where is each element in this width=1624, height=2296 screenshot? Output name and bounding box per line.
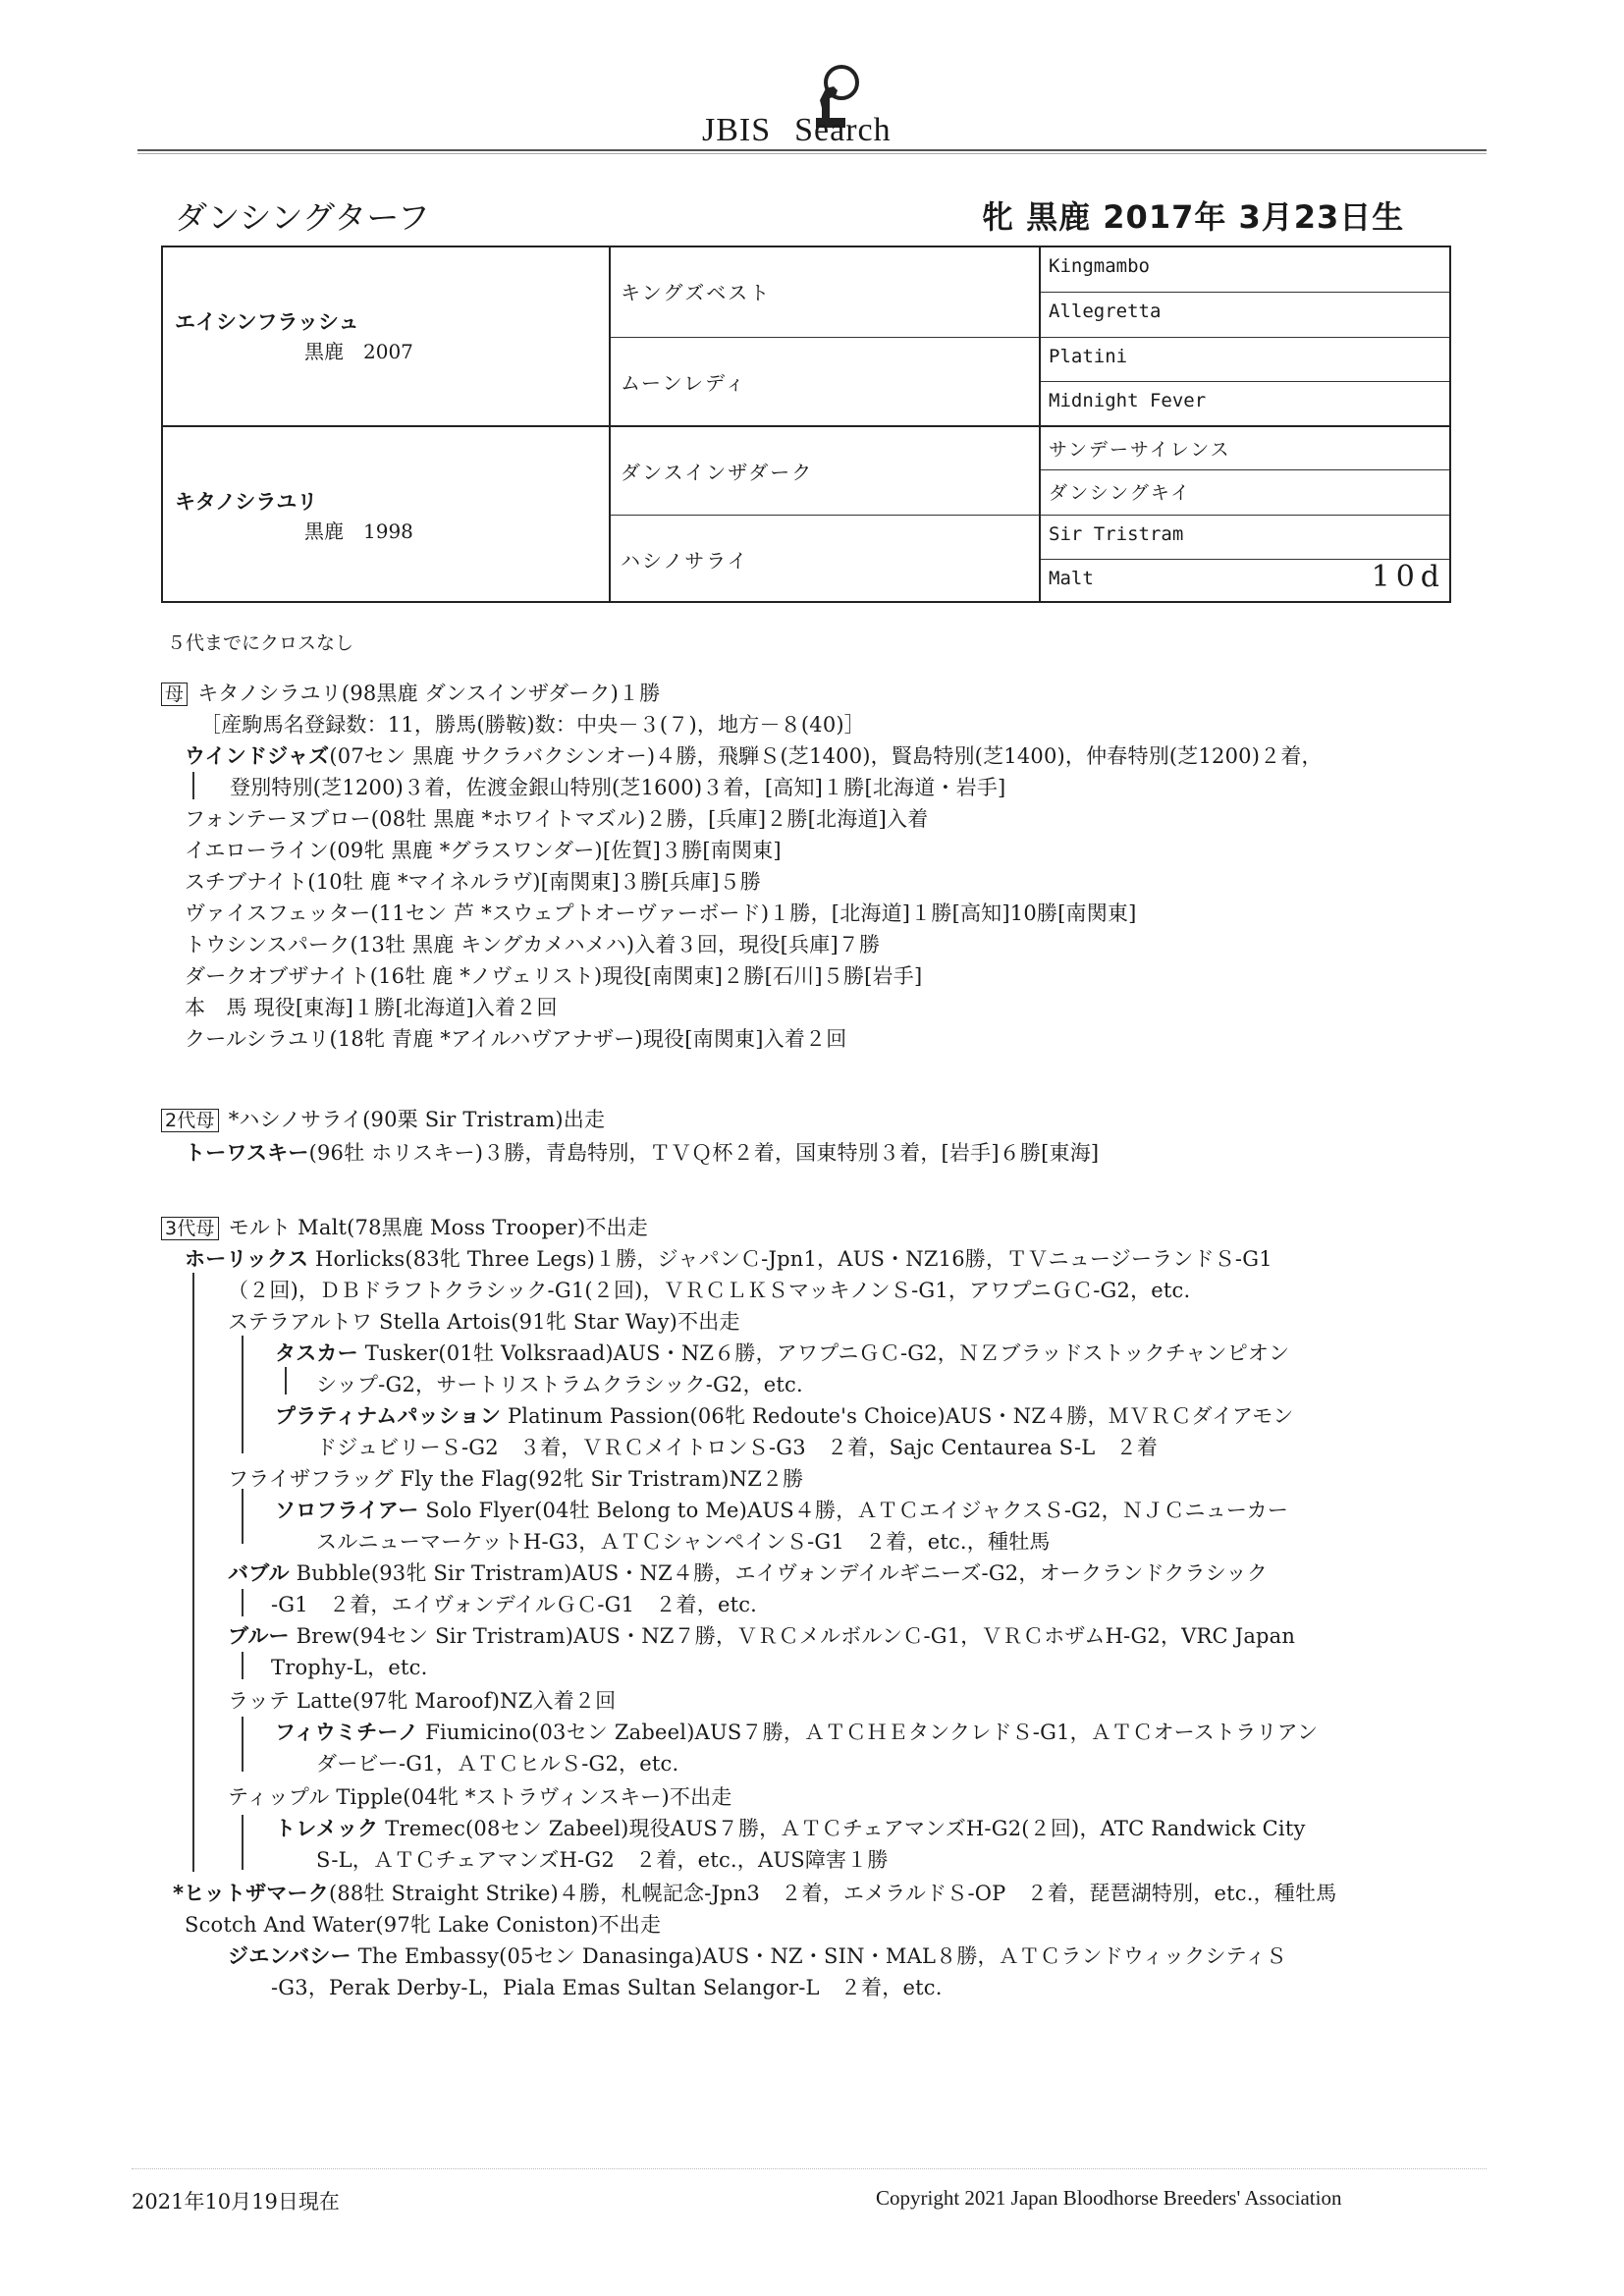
offspring-record: Fiumicino(03セン Zabeel)AUS７勝，ＡＴＣＨＥタンクレドＳ-G1，ＡＴＣオーストラリアン bbox=[418, 1721, 1319, 1744]
sire-color-year: 黒鹿 2007 bbox=[304, 340, 413, 363]
grandparent-cell bbox=[611, 515, 1039, 604]
great-grandparent-cell bbox=[1041, 425, 1449, 469]
as-of-date: 2021年10月19日現在 bbox=[132, 2190, 340, 2214]
great-grandparent-cell bbox=[1041, 469, 1449, 514]
offspring-name: *ヒットザマーク bbox=[173, 1882, 329, 1905]
branch-bar bbox=[242, 1717, 244, 1772]
third-dam-row: ドジュビリーＳ-G2 ３着，ＶＲＣメイトロンＳ-G3 ２着，Sajc Centaurea S-L ２着 bbox=[316, 1436, 1159, 1459]
third-dam-row bbox=[275, 1338, 1289, 1367]
third-dam-row: （２回)，ＤＢドラフトクラシック-G1(２回)，ＶＲＣＬＫＳマッキノンＳ-G1，アワプニＧＣ-G2，etc. bbox=[228, 1279, 1191, 1302]
branch-bar bbox=[242, 1336, 244, 1453]
great-grandparent-cell bbox=[1041, 381, 1449, 425]
grandparent-name: ハシノサライ bbox=[621, 548, 749, 573]
offspring-name: バブル bbox=[228, 1561, 290, 1585]
pedigree-col-grandparents bbox=[611, 247, 1041, 601]
family-number: 10d bbox=[1371, 559, 1445, 594]
branch-bar bbox=[242, 1489, 244, 1544]
header-rule-thin bbox=[137, 153, 1487, 154]
dam-offspring-row: クールシラユリ(18牝 青鹿 *アイルハヴアナザー)現役[南関東]入着２回 bbox=[185, 1027, 847, 1051]
third-dam-row bbox=[275, 1813, 1306, 1842]
great-grandparent-cell bbox=[1041, 247, 1449, 292]
offspring-name: プラティナムパッション bbox=[275, 1404, 502, 1428]
dam-offspring-row: イエローライン(09牝 黒鹿 *グラスワンダー)[佐賀]３勝[南関東] bbox=[185, 839, 782, 862]
logo-jbis: JBIS bbox=[702, 112, 772, 148]
offspring-record: The Embassy(05セン Danasinga)AUS・NZ・SIN・MAL８勝，ＡＴＣランドウィックシティＳ bbox=[351, 1944, 1287, 1968]
branch-bar bbox=[242, 1589, 244, 1616]
offspring-record: Tremec(08セン Zabeel)現役AUS７勝，ＡＴＣチェアマンズH-G2(２回)，ATC Randwick City bbox=[378, 1817, 1306, 1840]
offspring-name: フィウミチーノ bbox=[275, 1721, 419, 1744]
third-dam-row: S-L，ＡＴＣチェアマンズH-G2 ２着，etc.，AUS障害１勝 bbox=[316, 1848, 889, 1872]
second-dam-heading bbox=[161, 1104, 605, 1133]
dam-offspring-row: 本 馬 現役[東海]１勝[北海道]入着２回 bbox=[185, 996, 558, 1019]
third-dam-row: -G3，Perak Derby-L，Piala Emas Sultan Selangor-L ２着，etc. bbox=[271, 1976, 943, 1999]
third-dam-heading bbox=[161, 1212, 648, 1241]
branch-bar bbox=[285, 1367, 287, 1394]
pedigree-col-great-grandparents bbox=[1041, 247, 1449, 601]
grandparent-cell bbox=[611, 425, 1039, 515]
sire-cell bbox=[163, 247, 609, 425]
great-grandparent-name: Malt bbox=[1049, 567, 1094, 589]
branch-bar bbox=[242, 1815, 244, 1870]
great-grandparent-name: Midnight Fever bbox=[1049, 389, 1207, 411]
grandparent-name: ムーンレディ bbox=[621, 370, 747, 395]
great-grandparent-name: Kingmambo bbox=[1049, 255, 1150, 277]
offspring-record: Tusker(01牡 Volksraad)AUS・NZ６勝，アワプニＧＣ-G2，ＮＺブラッドストックチャンピオン bbox=[357, 1341, 1290, 1365]
second-dam-offspring-row bbox=[185, 1137, 1099, 1167]
offspring-record: Platinum Passion(06牝 Redoute's Choice)AUS・NZ４勝，ＭＶＲＣダイアモン bbox=[501, 1404, 1294, 1428]
offspring-name: ジエンバシー bbox=[228, 1944, 352, 1968]
header-rule bbox=[137, 149, 1487, 151]
third-dam-row bbox=[228, 1941, 1287, 1970]
great-grandparent-name: サンデーサイレンス bbox=[1049, 439, 1231, 461]
great-grandparent-name: Platini bbox=[1049, 345, 1128, 367]
third-dam-row bbox=[185, 1243, 1272, 1273]
great-grandparent-name: Allegretta bbox=[1049, 301, 1162, 323]
third-dam-label: 3代母 bbox=[161, 1217, 219, 1240]
offspring-name: トーワスキー bbox=[185, 1141, 309, 1165]
logo-search: Search bbox=[794, 112, 892, 148]
offspring-record: (07セン 黒鹿 サクラバクシンオー)４勝，飛騨Ｓ(芝1400)，賢島特別(芝1400)，仲春特別(芝1200)２着， bbox=[329, 744, 1323, 768]
offspring-record: Solo Flyer(04牡 Belong to Me)AUS４勝，ＡＴＣエイジャクスＳ-G2，ＮＪＣニューカー bbox=[418, 1499, 1289, 1522]
third-dam-line: モルト Malt(78黒鹿 Moss Trooper)不出走 bbox=[228, 1216, 648, 1239]
third-dam-row: スルニューマーケットH-G3，ＡＴＣシャンペインＳ-G1 ２着，etc.，種牡馬 bbox=[316, 1530, 1051, 1554]
grandparent-cell bbox=[611, 337, 1039, 426]
horse-name: ダンシングターフ bbox=[175, 198, 430, 237]
offspring-record: (96牡 ホリスキー)３勝，青島特別，ＴＶＱ杯２着，国東特別３着，[岩手]６勝[東海] bbox=[308, 1141, 1100, 1165]
third-dam-row bbox=[275, 1400, 1294, 1430]
grandparent-cell bbox=[611, 247, 1039, 337]
great-grandparent-cell bbox=[1041, 337, 1449, 381]
grandparent-name: ダンスインザダーク bbox=[621, 461, 814, 484]
dam-offspring-row: スチブナイト(10牡 鹿 *マイネルラヴ)[南関東]３勝[兵庫]５勝 bbox=[185, 870, 762, 894]
great-grandparent-cell bbox=[1041, 515, 1449, 559]
dam-offspring-row: トウシンスパーク(13牡 黒鹿 キングカメハメハ)入着３回，現役[兵庫]７勝 bbox=[185, 933, 881, 957]
dam-stats: ［産駒馬名登録数：11，勝馬(勝鞍)数：中央－３(７)，地方－８(40)］ bbox=[200, 713, 865, 737]
branch-bar bbox=[242, 1652, 244, 1679]
dam-offspring-row: 登別特別(芝1200)３着，佐渡金銀山特別(芝1600)３着，[高知]１勝[北海道・岩手] bbox=[230, 776, 1006, 799]
dam-color-year: 黒鹿 1998 bbox=[304, 519, 413, 543]
logo-text bbox=[702, 112, 892, 149]
third-dam-row: Scotch And Water(97牝 Lake Coniston)不出走 bbox=[185, 1913, 662, 1937]
third-dam-row bbox=[173, 1878, 1336, 1907]
third-dam-row: -G1 ２着，エイヴォンデイルＧＣ-G1 ２着，etc. bbox=[271, 1593, 758, 1616]
dam-label: 母 bbox=[161, 683, 188, 706]
second-dam-line: *ハシノサライ(90栗 Sir Tristram)出走 bbox=[228, 1108, 606, 1131]
third-dam-row bbox=[275, 1495, 1288, 1524]
third-dam-row: ダービー-G1，ＡＴＣヒルＳ-G2，etc. bbox=[316, 1752, 679, 1776]
dam-offspring-row: フォンテーヌブロー(08牡 黒鹿 *ホワイトマズル)２勝，[兵庫]２勝[北海道]入着 bbox=[185, 807, 929, 831]
offspring-name: タスカー bbox=[275, 1341, 358, 1365]
inbreeding-note: ５代までにクロスなし bbox=[167, 632, 354, 654]
horse-info: 牝 黒鹿 2017年 3月23日生 bbox=[982, 198, 1405, 236]
continuation-bar bbox=[192, 772, 194, 799]
offspring-name: ソロフライアー bbox=[275, 1499, 419, 1522]
third-dam-row: シップ-G2，サートリストラムクラシック-G2，etc. bbox=[316, 1373, 803, 1396]
third-dam-row: ステラアルトワ Stella Artois(91牝 Star Way)不出走 bbox=[228, 1310, 740, 1334]
third-dam-row bbox=[228, 1558, 1268, 1587]
offspring-record: (88牡 Straight Strike)４勝，札幌記念-Jpn3 ２着，エメラルドＳ-OP ２着，琵琶湖特別，etc.，種牡馬 bbox=[328, 1882, 1337, 1905]
jbis-search-logo bbox=[702, 61, 957, 149]
offspring-name: ウインドジャズ bbox=[185, 744, 330, 768]
third-dam-row: Trophy-L，etc. bbox=[271, 1656, 428, 1679]
great-grandparent-name: ダンシングキイ bbox=[1049, 482, 1192, 505]
dam-offspring-row: ヴァイスフェッター(11セン 芦 *スウェプトオーヴァーボード)１勝，[北海道]１勝[高知]10勝[南関東] bbox=[185, 902, 1137, 925]
third-dam-row: ラッテ Latte(97牝 Maroof)NZ入着２回 bbox=[228, 1689, 617, 1713]
third-dam-row bbox=[228, 1620, 1295, 1650]
pedigree-table bbox=[161, 246, 1451, 603]
great-grandparent-cell bbox=[1041, 292, 1449, 336]
dam-line: キタノシラユリ(98黒鹿 ダンスインザダーク)１勝 bbox=[197, 682, 661, 705]
great-grandparent-name: Sir Tristram bbox=[1049, 522, 1184, 545]
offspring-record: Brew(94セン Sir Tristram)AUS・NZ７勝，ＶＲＣメルボルンＣ-G1，ＶＲＣホザムH-G2，VRC Japan bbox=[289, 1624, 1296, 1648]
offspring-name: ホーリックス bbox=[185, 1247, 309, 1271]
offspring-record: Horlicks(83牝 Three Legs)１勝，ジャパンＣ-Jpn1，AUS・NZ16勝，ＴＶニュージーランドＳ-G1 bbox=[308, 1247, 1272, 1271]
great-grandparent-cell bbox=[1041, 559, 1449, 603]
sire-name: エイシンフラッシュ bbox=[175, 310, 359, 334]
offspring-record: Bubble(93牝 Sir Tristram)AUS・NZ４勝，エイヴォンデイルギニーズ-G2，オークランドクラシック bbox=[289, 1561, 1268, 1585]
grandparent-name: キングズベスト bbox=[621, 281, 772, 304]
dam-cell bbox=[163, 425, 609, 603]
offspring-name: トレメック bbox=[275, 1817, 379, 1840]
dam-offspring-row bbox=[185, 740, 1323, 770]
dam-heading bbox=[161, 678, 660, 707]
offspring-name: ブルー bbox=[228, 1624, 290, 1648]
copyright: Copyright 2021 Japan Bloodhorse Breeders' Association bbox=[876, 2186, 1342, 2210]
third-dam-row: ティップル Tipple(04牝 *ストラヴィンスキー)不出走 bbox=[228, 1785, 732, 1809]
dam-name: キタノシラユリ bbox=[175, 490, 318, 514]
footer-rule bbox=[132, 2168, 1487, 2169]
dam-offspring-row: ダークオブザナイト(16牡 鹿 *ノヴェリスト)現役[南関東]２勝[石川]５勝[岩手] bbox=[185, 964, 923, 988]
third-dam-row bbox=[275, 1717, 1318, 1746]
second-dam-label: 2代母 bbox=[161, 1109, 219, 1132]
pedigree-col-parents bbox=[163, 247, 611, 601]
third-dam-row: フライザフラッグ Fly the Flag(92牝 Sir Tristram)NZ２勝 bbox=[228, 1467, 804, 1491]
branch-bar bbox=[192, 1273, 194, 1872]
